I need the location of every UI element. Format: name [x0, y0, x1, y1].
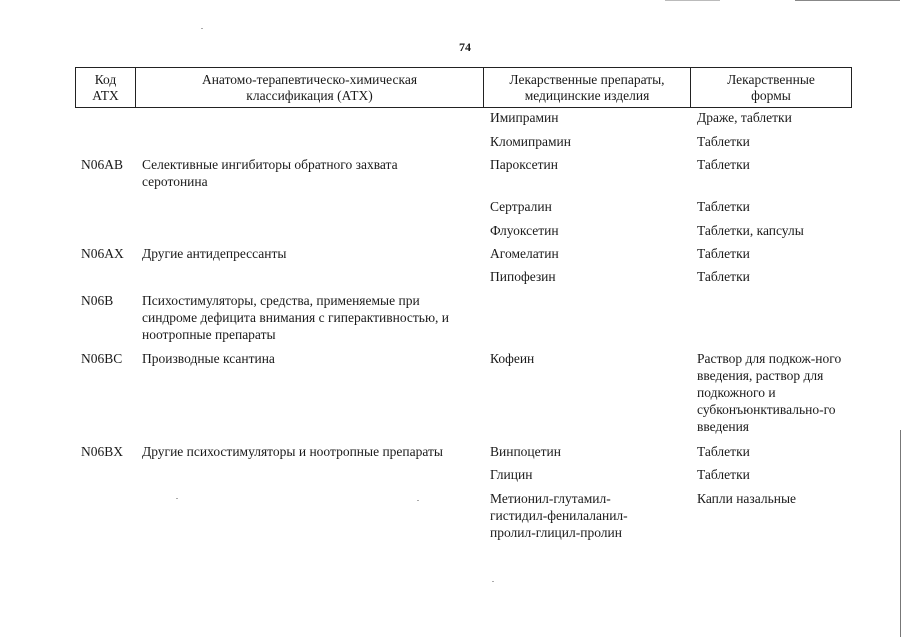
table-header: [75, 67, 852, 108]
form-cell: Раствор для подкож-ного введения, раствор для подкожного и субконъюнктивально-го введения: [697, 351, 842, 434]
form-cell: Таблетки: [697, 444, 750, 459]
form-cell: Таблетки, капсулы: [697, 223, 804, 238]
code-cell: N06BX: [81, 444, 124, 459]
form-cell: Таблетки: [697, 134, 750, 149]
classification-cell: Психостимуляторы, средства, применяемые при синдроме дефицита внимания с гиперактивностью, и ноотропные препараты: [142, 293, 450, 342]
form-cell: Таблетки: [697, 467, 750, 482]
page-number: 74: [459, 40, 471, 54]
drug-cell: Кофеин: [490, 351, 535, 366]
form-cell: Драже, таблетки: [697, 110, 792, 125]
code-cell: N06AX: [81, 246, 124, 261]
form-cell: Таблетки: [697, 269, 750, 284]
classification-cell: Другие антидепрессанты: [142, 246, 287, 261]
header-code: [76, 68, 136, 107]
drug-cell: Сертралин: [490, 199, 552, 214]
drug-cell: Флуоксетин: [490, 223, 559, 238]
drug-cell: Агомелатин: [490, 246, 559, 261]
scan-speck: [176, 498, 178, 499]
scan-speck: [417, 500, 419, 501]
scan-speck: [201, 28, 203, 29]
form-cell: Таблетки: [697, 246, 750, 261]
header-classification-text: Анатомо-терапевтическо-химическая классификация (АТХ): [201, 71, 418, 103]
drug-cell: Имипрамин: [490, 110, 559, 125]
scan-edge-line: [900, 430, 902, 637]
header-forms-text: Лекарственные формы: [727, 71, 815, 103]
drug-cell: Пипофезин: [490, 269, 556, 284]
drug-cell: Кломипрамин: [490, 134, 571, 149]
code-cell: N06B: [81, 293, 114, 308]
form-cell: Таблетки: [697, 157, 750, 172]
scan-artifact-line: [665, 0, 720, 1]
header-forms: [691, 68, 851, 107]
scan-artifact-line: [795, 0, 900, 1]
form-cell: Капли назальные: [697, 491, 797, 506]
code-cell: N06AB: [81, 157, 124, 172]
classification-cell: Другие психостимуляторы и ноотропные препараты: [142, 444, 443, 459]
form-cell: Таблетки: [697, 199, 750, 214]
drug-cell: Пароксетин: [490, 157, 558, 172]
drug-cell: Метионил-глутамил-гистидил-фенилаланил-пролил-глицил-пролин: [490, 491, 628, 540]
header-classification: [136, 68, 484, 107]
code-cell: N06BC: [81, 351, 123, 366]
drug-cell: Глицин: [490, 467, 533, 482]
header-code-text: Код АТХ: [92, 71, 119, 103]
scan-speck: [492, 581, 494, 582]
classification-cell: Селективные ингибиторы обратного захвата серотонина: [142, 157, 398, 189]
header-drugs: [484, 68, 691, 107]
drug-cell: Винпоцетин: [490, 444, 561, 459]
header-drugs-text: Лекарственные препараты, медицинские изделия: [509, 71, 665, 103]
classification-cell: Производные ксантина: [142, 351, 275, 366]
